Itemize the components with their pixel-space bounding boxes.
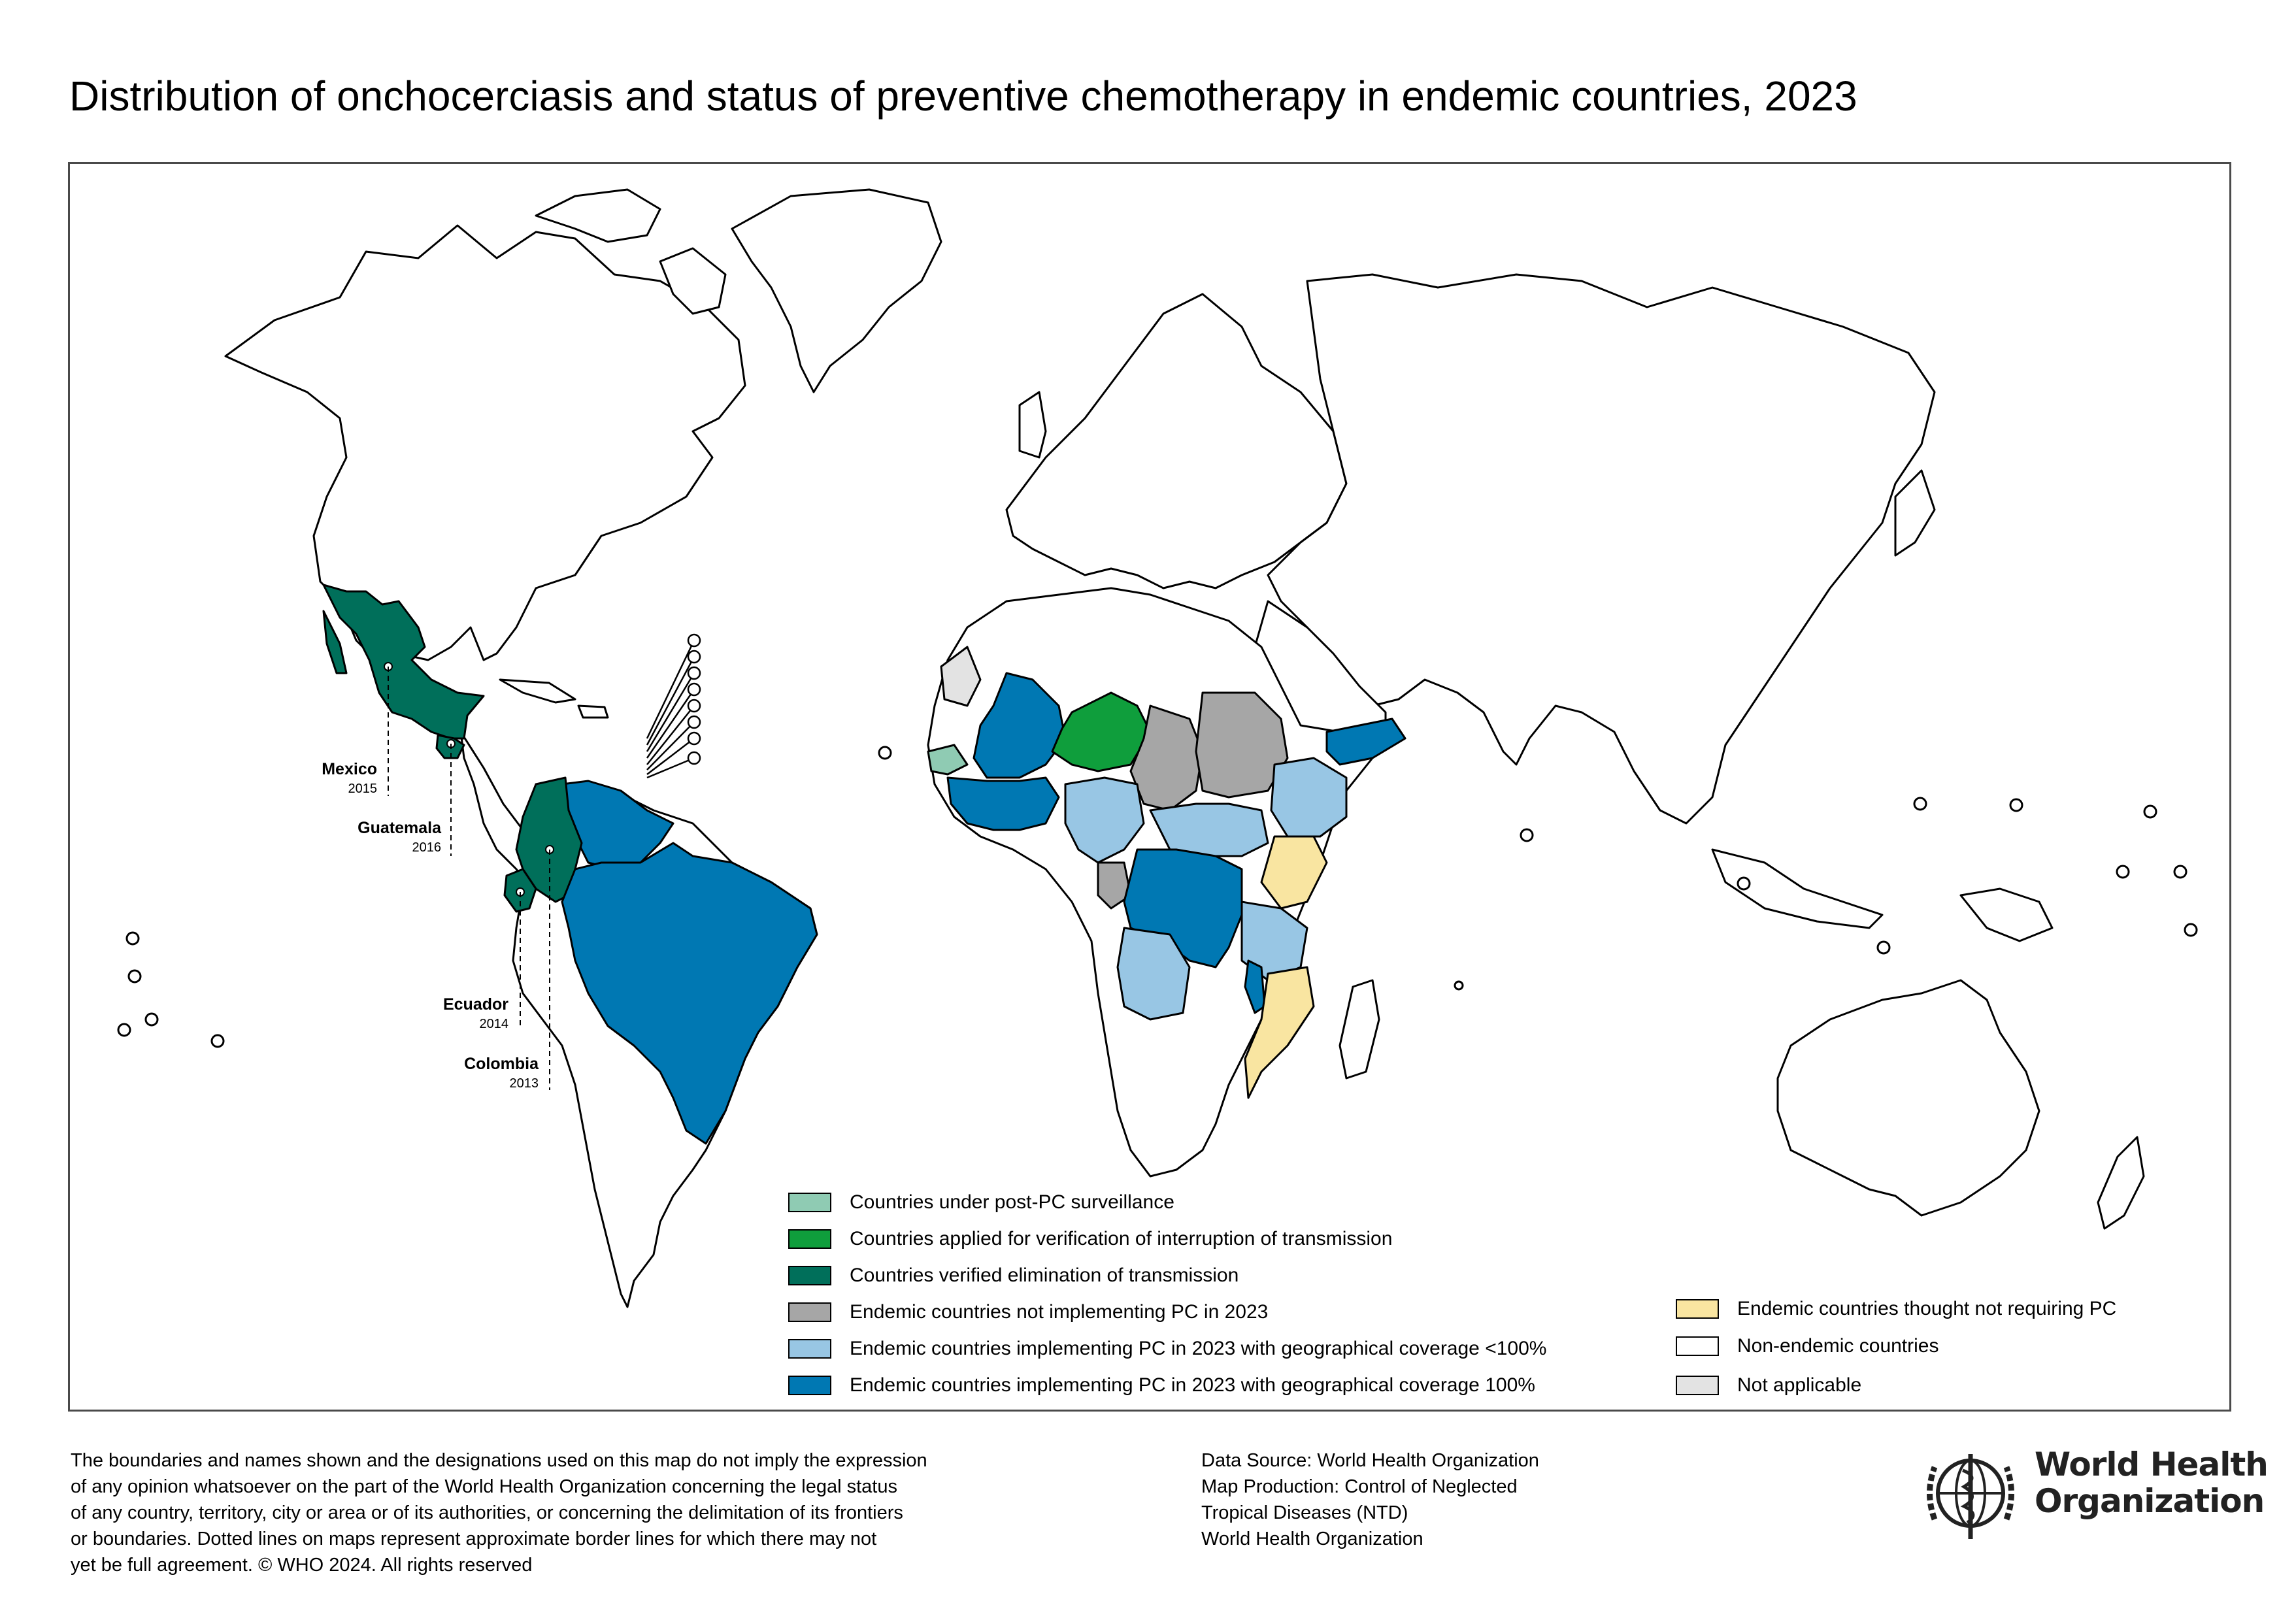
legend-item-non-endemic [1676, 1335, 1938, 1357]
land-north-america [225, 225, 745, 660]
legend-item-not-implementing [788, 1301, 1268, 1323]
callout-label-guatemala: Guatemala [358, 819, 441, 837]
legend-label-not-requiring: Endemic countries thought not requiring PC [1737, 1298, 2117, 1319]
landmasses [225, 190, 2144, 1307]
credits-line: World Health Organization [1201, 1529, 1423, 1549]
who-emblem-icon [1918, 1441, 2023, 1546]
legend-swatch-implementing-partial [788, 1339, 831, 1359]
callout-label-ecuador: Ecuador [442, 995, 508, 1014]
land-hispaniola [578, 706, 608, 718]
legend-label-non-endemic: Non-endemic countries [1737, 1335, 1939, 1357]
legend-swatch-not-requiring [1676, 1299, 1719, 1319]
legend-swatch-verified-elimination [788, 1266, 831, 1285]
legend-item-verified-elimination [788, 1265, 1239, 1287]
legend-label-not-implementing: Endemic countries not implementing PC in 2023 [850, 1301, 1269, 1323]
legend-swatch-post-pc [788, 1193, 831, 1212]
callout-guatemala [358, 740, 455, 856]
disclaimer-text [71, 1447, 1090, 1578]
land-uk [1020, 392, 1046, 457]
legend-swatch-non-endemic [1676, 1336, 1719, 1356]
legend-label-not-applicable: Not applicable [1737, 1374, 1862, 1396]
data-credits [1201, 1447, 1539, 1552]
land-europe [1007, 294, 1346, 588]
legend-label-applied-verification: Countries applied for verification of interruption of transmission [850, 1228, 1393, 1249]
legend-swatch-not-applicable [1676, 1376, 1719, 1395]
callout-label-mexico: Mexico [322, 760, 377, 778]
credits-line: Data Source: World Health Organization [1201, 1450, 1539, 1471]
legend-label-implementing-full: Endemic countries implementing PC in 2023 with geographical coverage 100% [850, 1374, 1535, 1396]
disclaimer-line: The boundaries and names shown and the designations used on this map do not imply the expression [71, 1450, 927, 1471]
disclaimer-line: yet be full agreement. © WHO 2024. All rights reserved [71, 1555, 533, 1576]
callout-year-guatemala: 2016 [412, 840, 441, 855]
legend-swatch-implementing-full [788, 1376, 831, 1395]
callout-label-colombia: Colombia [464, 1055, 539, 1073]
legend-item-implementing-full [788, 1374, 1535, 1397]
who-wordmark [2035, 1446, 2268, 1519]
legend-label-implementing-partial: Endemic countries implementing PC in 2023 with geographical coverage <100% [850, 1338, 1547, 1359]
credits-line: Tropical Diseases (NTD) [1201, 1502, 1408, 1523]
disclaimer-line: of any country, territory, city or area or of its authorities, or concerning the delimitation of its frontiers [71, 1502, 903, 1523]
land-cuba [500, 680, 575, 703]
legend-label-verified-elimination: Countries verified elimination of transmission [850, 1265, 1239, 1286]
legend-item-implementing-partial [788, 1338, 1546, 1360]
disclaimer-line: or boundaries. Dotted lines on maps represent approximate border lines for which there may not [71, 1529, 877, 1549]
land-new-zealand [2098, 1137, 2144, 1229]
legend-swatch-not-implementing [788, 1302, 831, 1322]
legend-item-post-pc [788, 1191, 1174, 1214]
country-ethiopia-partial [1271, 758, 1346, 836]
land-greenland [732, 190, 941, 392]
caribbean-callout-circles [647, 635, 700, 778]
callout-year-ecuador: 2014 [479, 1017, 508, 1031]
map-title: Distribution of onchocerciasis and status of preventive chemotherapy in endemic countries, 2023 [69, 73, 1857, 120]
who-wordmark-line1: World Health [2035, 1446, 2268, 1483]
legend-item-applied-verification [788, 1228, 1392, 1250]
land-japan [1895, 471, 1935, 555]
callout-year-colombia: 2013 [509, 1076, 539, 1091]
who-wordmark-line2: Organization [2035, 1482, 2265, 1520]
land-southeast-asia-islands [1712, 850, 1882, 928]
callout-year-mexico: 2015 [348, 782, 377, 796]
legend-swatch-applied-verification [788, 1229, 831, 1249]
disclaimer-line: of any opinion whatsoever on the part of the World Health Organization concerning the legal status [71, 1476, 897, 1497]
legend-item-not-applicable [1676, 1374, 1861, 1397]
land-new-guinea [1961, 889, 2052, 941]
credits-line: Map Production: Control of Neglected [1201, 1476, 1518, 1497]
land-arctic-islands [536, 190, 660, 242]
who-logo [1918, 1434, 2268, 1552]
legend-item-not-requiring [1676, 1298, 2116, 1320]
legend-label-post-pc: Countries under post-PC surveillance [850, 1191, 1174, 1213]
land-australia [1778, 980, 2039, 1215]
land-madagascar [1340, 980, 1379, 1078]
callout-ecuador [443, 888, 524, 1031]
